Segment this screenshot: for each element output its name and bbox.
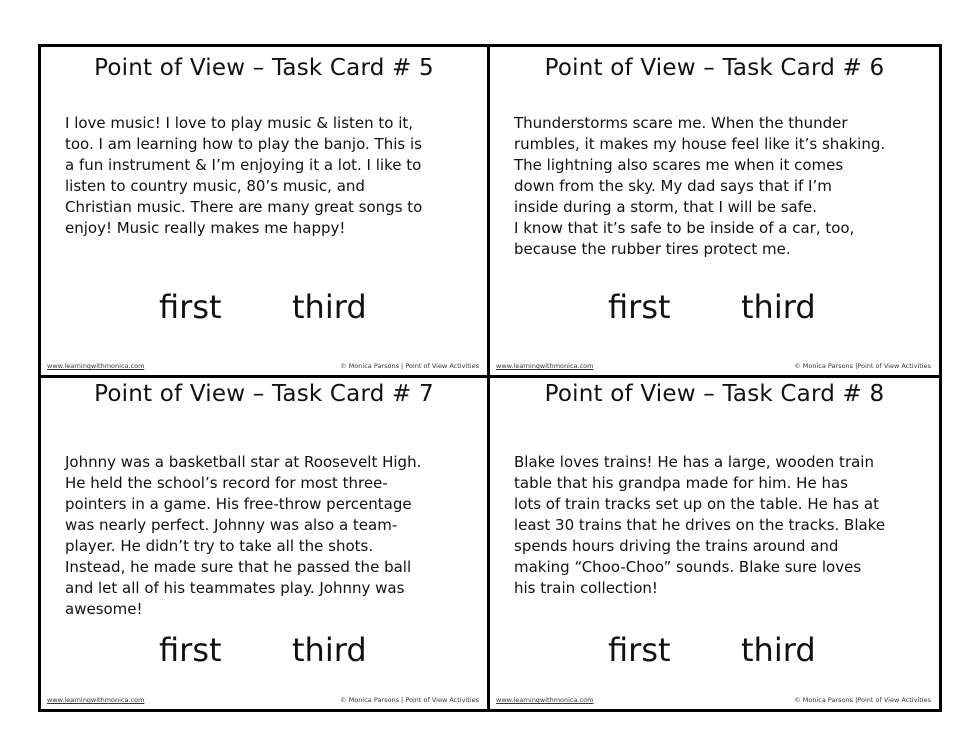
task-card-8 [490, 378, 939, 709]
task-card-5 [41, 47, 490, 378]
card-footer [47, 362, 479, 371]
answer-choices [41, 630, 487, 674]
card-passage: Thunderstorms scare me. When the thunder rumbles, it makes my house feel like it’s shaking. The lightning also scares me when it comes down from the sky. My dad says that if I’m inside during a storm, that I will be safe. I know that it’s safe to be inside of a car, too, because the rubber tires protect me. [514, 114, 886, 258]
website-link[interactable]: www.learningwithmonica.com [496, 362, 594, 370]
answer-choices [490, 287, 939, 331]
website-link[interactable]: www.learningwithmonica.com [47, 362, 145, 370]
card-title: Point of View – Task Card # 5 [94, 55, 434, 81]
copyright-text: © Monica Parsons |Point of View Activities [794, 362, 931, 370]
answer-choices [41, 287, 487, 331]
card-passage: I love music! I love to play music & listen to it, too. I am learning how to play the banjo. This is a fun instrument & I’m enjoying it a lot. I like to listen to country music, 80’s music, and Christian music. There are many great songs to enjoy! Music really makes me happy! [65, 114, 423, 237]
choice-first[interactable]: first [608, 631, 671, 669]
task-card-sheet [38, 44, 942, 712]
card-footer [496, 696, 931, 705]
choice-third[interactable]: third [292, 288, 367, 326]
choice-first[interactable]: first [159, 288, 222, 326]
copyright-text: © Monica Parsons | Point of View Activities [340, 362, 479, 370]
website-link[interactable]: www.learningwithmonica.com [47, 696, 145, 704]
card-passage: Blake loves trains! He has a large, wooden train table that his grandpa made for him. He has lots of train tracks set up on the table. He has at least 30 trains that he drives on the tracks. Blake spends hours driving the trains around and making “Choo-Choo” sounds. Blake sure loves his train collection! [514, 453, 886, 597]
task-card-7 [41, 378, 490, 709]
card-title: Point of View – Task Card # 6 [544, 55, 885, 81]
choice-third[interactable]: third [741, 288, 816, 326]
card-footer [47, 696, 479, 705]
card-footer [496, 362, 931, 371]
choice-first[interactable]: first [159, 631, 222, 669]
choice-first[interactable]: first [608, 288, 671, 326]
choice-third[interactable]: third [292, 631, 367, 669]
choice-third[interactable]: third [741, 631, 816, 669]
copyright-text: © Monica Parsons |Point of View Activities [794, 696, 931, 704]
card-title: Point of View – Task Card # 8 [544, 381, 885, 407]
card-title: Point of View – Task Card # 7 [94, 381, 434, 407]
copyright-text: © Monica Parsons | Point of View Activities [340, 696, 479, 704]
task-card-6 [490, 47, 939, 378]
card-passage: Johnny was a basketball star at Roosevelt High. He held the school’s record for most three- pointers in a game. His free-throw percentage was nearly perfect. Johnny was also a team- player. He didn’t try to take all the shots. Instead, he made sure that he passed the ball and let all of his teammates play. Johnny was awesome! [65, 453, 422, 618]
answer-choices [490, 630, 939, 674]
website-link[interactable]: www.learningwithmonica.com [496, 696, 594, 704]
